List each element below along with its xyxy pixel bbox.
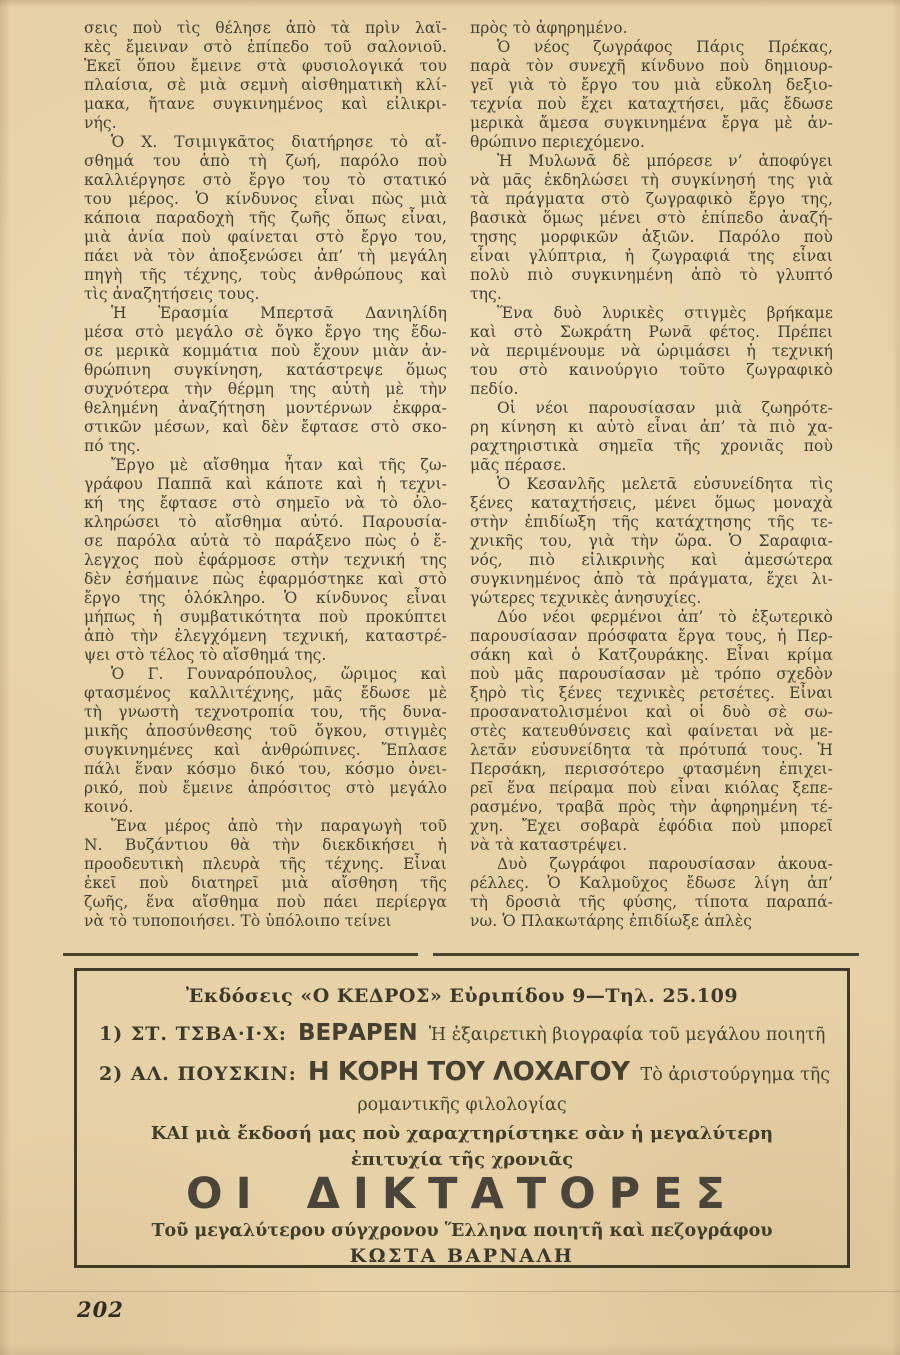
- text-line: ἐκεῖ ποὺ διατηρεῖ μιὰ αἴσθηση τῆς: [84, 874, 447, 892]
- text-line: τεχνία ποὺ ἔχει καταχτήσει, μᾶς ἔδωσε: [470, 95, 833, 113]
- advertisement-box: [74, 968, 850, 1268]
- paragraph: [470, 38, 833, 152]
- paragraph: [84, 665, 447, 817]
- featured-book-subtitle: Τοῦ μεγαλύτερου σύγχρονου Ἕλληνα ποιητῆ καὶ πεζογράφου: [151, 1221, 773, 1241]
- book-description-2: Τὸ ἀριστούργημα τῆς: [640, 1065, 831, 1085]
- text-line: συγκινημένος ἀπὸ τὰ πράγματα, ἔχει λι-: [470, 570, 833, 588]
- text-line: Ὁ Γ. Γουναρόπουλος, ὥριμος καὶ: [111, 665, 447, 683]
- column-rule-left: [63, 953, 418, 956]
- text-line: γεῖ γιὰ τὸ ἔργο του μιὰ εὔκολη δεξιο-: [470, 76, 833, 94]
- text-line: Δύο νέοι φερμένοι ἀπ’ τὸ ἐξωτερικὸ: [497, 608, 833, 626]
- text-line: χνη. Ἔχει σοβαρὰ ἐφόδια ποὺ μπορεῖ: [470, 817, 833, 835]
- book-author-1: 1) ΣΤ. ΤΣΒΑ·Ι·Χ:: [99, 1023, 287, 1045]
- text-line: ρεῖ ἕνα πείραμα ποὺ εἶναι κιόλας ξεπε-: [470, 779, 833, 797]
- text-line: σε μερικὰ κομμάτια ποὺ ἔχουν μιὰν ἀν-: [84, 342, 447, 360]
- text-line: δὲν ἐσήμαινε πὼς ἐφαρμόστηκε καὶ στὸ: [84, 570, 447, 588]
- text-line: σθημά του ἀπὸ τὴ ζωή, παρόλο ποὺ: [84, 152, 447, 170]
- text-line: σάκη καὶ ὁ Κατζουράκης. Εἶναι κρίμα: [470, 646, 833, 664]
- ad-tagline-line1: ΚΑΙ μιὰ ἔκδοσή μας ποὺ χαραχτηρίστηκε σὰν ἡ μεγαλύτερη: [150, 1123, 774, 1144]
- book-author-2: 2) ΑΛ. ΠΟΥΣΚΙΝ:: [99, 1063, 297, 1085]
- text-line: της.: [470, 285, 502, 303]
- paragraph: [470, 855, 833, 931]
- text-line: Ὁ Κεσανλῆς μελετᾶ εὐσυνείδητα τὶς: [497, 475, 833, 493]
- text-line: Περσάκη, περισσότερο φτασμένη ἐπιχει-: [470, 760, 833, 778]
- book-description-1: Ἡ ἐξαιρετικὴ βιογραφία τοῦ μεγάλου ποιητῆ: [428, 1025, 826, 1045]
- text-line: λεγχος ποὺ ἐφάρμοσε στὴν τεχνική της: [84, 551, 447, 569]
- text-line: στικῶν μέσων, καὶ δὲν ἔφτασε στὸ σκο-: [84, 418, 447, 436]
- book-title-2: Η ΚΟΡΗ ΤΟΥ ΛΟΧΑΓΟΥ: [307, 1057, 630, 1087]
- text-line: σεις ποὺ τὶς θέλησε ἀπὸ τὰ πρὶν λαϊ-: [84, 19, 447, 37]
- page-number: 202: [77, 1297, 124, 1322]
- paragraph: [470, 399, 833, 475]
- text-line: ραχτηριστικὰ σημεῖα τῆς χρονιᾶς ποὺ: [470, 437, 833, 455]
- text-line: μικῆς ἀποσύνθεσης τοῦ ὄγκου, στιγμὲς: [84, 722, 447, 740]
- text-line: Ἡ Ἐρασμία Μπερτσᾶ Δανιηλίδη: [111, 304, 447, 322]
- paragraph: [470, 304, 833, 399]
- text-line: καὶ στὸ Σωκράτη Ρωνᾶ φέτος. Πρέπει: [470, 323, 833, 341]
- text-line: του στὸ καινούργιο τοῦτο ζωγραφικὸ: [470, 361, 833, 379]
- featured-book-author: ΚΩΣΤΑ ΒΑΡΝΑΛΗ: [349, 1245, 575, 1267]
- text-line: νὰ μᾶς ἐκδηλώσει τὴ συγκίνησή της γιὰ: [470, 171, 833, 189]
- text-line: ξηρὸ τὶς ξένες τεχνικὲς ρετσέτες. Εἶναι: [470, 684, 833, 702]
- article-column-right: [470, 19, 833, 931]
- text-line: θρώπινο περιεχόμενο.: [470, 133, 645, 151]
- paragraph: [470, 608, 833, 855]
- text-line: φτασμένος καλλιτέχνης, μᾶς ἔδωσε μὲ: [84, 684, 447, 702]
- text-line: πλαίσια, σὲ μιὰ σεμνὴ αἰσθηματικὴ κλί-: [84, 76, 447, 94]
- text-line: μήπως ἡ συμβατικότητα ποὺ προκύπτει: [84, 608, 447, 626]
- text-line: ρικό, ποὺ ἔμεινε ἀπρόσιτος στὸ μεγάλο: [84, 779, 447, 797]
- text-line: εἶναι γλύπτρια, ἡ ζωγραφιά της εἶναι: [470, 247, 833, 265]
- article-column-left: [84, 19, 447, 931]
- text-line: κοινό.: [84, 798, 134, 816]
- text-line: τὴ γνωστὴ τεχνοτροπία του, τῆς δυνα-: [84, 703, 447, 721]
- text-line: Ὁ νέος ζωγράφος Πάρις Πρέκας,: [497, 38, 833, 56]
- featured-book-title: ΟΙ ΔΙΚΤΑΤΟΡΕΣ: [186, 1169, 738, 1219]
- text-line: μακα, ἤτανε συγκινημένος καὶ εἰλικρι-: [84, 95, 447, 113]
- paragraph: [470, 19, 833, 38]
- text-line: παρουσίασαν πρόσφατα ἔργα τους, ἡ Περ-: [470, 627, 833, 645]
- text-line: νὰ τὸ τυποποιήσει. Τὸ ὑπόλοιπο τείνει: [84, 912, 392, 930]
- text-line: πάλι ἕναν κόσμο δικό του, κόσμο ὀνει-: [84, 760, 447, 778]
- text-line: Ἡ Μυλωνᾶ δὲ μπόρεσε ν’ ἀποφύγει: [497, 152, 833, 170]
- text-line: νός, πιὸ εἰλικρινὴς καὶ ἀμεσώτερα: [470, 551, 833, 569]
- text-line: ἀπὸ τὴν ἐλεγχόμενη τεχνική, καταστρέ-: [84, 627, 447, 645]
- text-line: νω. Ὁ Πλακωτάρης ἐπιδίωξε ἁπλὲς: [470, 912, 753, 930]
- text-line: κὲς ἔμειναν στὸ ἐπίπεδο τοῦ σαλονιοῦ.: [84, 38, 447, 56]
- paragraph: [84, 19, 447, 133]
- text-line: κληρώσει τὸ αἴσθημα αὐτό. Παρουσία-: [84, 513, 447, 531]
- paragraph: [84, 304, 447, 456]
- text-line: βασικὰ ὅμως μένει στὸ ἐπίπεδο ἀναζή-: [470, 209, 833, 227]
- text-line: του μέρος. Ὁ κίνδυνος εἶναι πὼς μιὰ: [84, 190, 447, 208]
- text-line: πάει νὰ τὸν ἀποξενώσει ἀπ’ τὴ μεγάλη: [84, 247, 447, 265]
- text-line: πεδίο.: [470, 380, 519, 398]
- text-line: ζωῆς, ἕνα αἴσθημα ποὺ πάει περίεργα: [84, 893, 447, 911]
- text-line: καλλιέργησε στὸ ἔργο του τὸ στατικό: [84, 171, 447, 189]
- text-line: Ἔργο μὲ αἴσθημα ἦταν καὶ τῆς ζω-: [111, 456, 447, 474]
- text-line: γράφου Παππᾶ καὶ κάποτε καὶ ἡ τεχνι-: [84, 475, 447, 493]
- text-line: τὴ δροσιὰ τῆς φύσης, τίποτα παραπά-: [470, 893, 833, 911]
- text-line: ρασμένο, τραβᾶ πρὸς τὴν ἀφηρημένη τέ-: [470, 798, 833, 816]
- text-line: πηγὴ τῆς τέχνης, τοὺς ἀνθρώπους καὶ: [84, 266, 447, 284]
- text-line: παρὰ τὸν συνεχῆ κίνδυνο ποὺ δημιουρ-: [470, 57, 833, 75]
- text-line: συχνότερα τὴν θέρμη της αὐτὴ μὲ τὴν: [84, 380, 447, 398]
- paragraph: [84, 817, 447, 931]
- paragraph: [470, 152, 833, 304]
- ad-tagline-line2: ἐπιτυχία τῆς χρονιᾶς: [350, 1149, 574, 1170]
- text-line: νὰ τὰ καταστρέψει.: [470, 836, 628, 854]
- text-line: θρώπινη συγκίνηση, κατάστρεψε ὅμως: [84, 361, 447, 379]
- book-listing-1: [77, 1020, 847, 1046]
- text-line: λετᾶν εὐσυνείδητα τὰ πρότυπά τους. Ἡ: [470, 741, 833, 759]
- paragraph: [470, 475, 833, 608]
- text-line: τησης μορφικῶν ἀξιῶν. Παρόλο ποὺ: [470, 228, 833, 246]
- text-line: ρέλλες. Ὁ Καλμοῦχος ἔδωσε λίγη ἀπ’: [470, 874, 833, 892]
- text-line: ρη κίνηση κι αὐτὸ εἶναι ἀπ’ τὰ πιὸ χα-: [470, 418, 833, 436]
- text-line: συγκινημένες καὶ ἀνθρώπινες. Ἔπλασε: [84, 741, 447, 759]
- text-line: μερικὰ ἄμεσα συγκινημένα ἔργα μὲ ἀν-: [470, 114, 833, 132]
- text-line: νής.: [84, 114, 117, 132]
- text-line: πολὺ πιὸ συγκινημένη ἀπὸ τὸ γλυπτό: [470, 266, 833, 284]
- text-line: Δυὸ ζωγράφοι παρουσίασαν ἀκουα-: [497, 855, 833, 873]
- text-line: Ὁ Χ. Τσιμιγκᾶτος διατήρησε τὸ αἴ-: [111, 133, 447, 151]
- text-line: κάποια παραδοχὴ τῆς ζωῆς ὅπως εἶναι,: [84, 209, 447, 227]
- text-line: μᾶς πέρασε.: [470, 456, 567, 474]
- text-line: Ἐκεῖ ὅπου ἔμεινε στὰ φυσιολογικά του: [84, 57, 447, 75]
- text-line: προσανατολισμένοι καὶ οἱ δυὸ σὲ σω-: [470, 703, 833, 721]
- text-line: πό της.: [84, 437, 141, 455]
- text-line: νὰ περιμένουμε νὰ ὡριμάσει ἡ τεχνική: [470, 342, 833, 360]
- book-title-1: ΒΕΡΑΡΕΝ: [297, 1020, 418, 1046]
- text-line: χνικῆς του, γιὰ τὴν ὥρα. Ὁ Σαραφια-: [470, 532, 833, 550]
- text-line: στὴν ἐπιδίωξη τῆς κατάχτησης τῆς τε-: [470, 513, 833, 531]
- paragraph: [84, 456, 447, 665]
- book-description-2-continued: ρομαντικῆς φιλολογίας: [357, 1095, 567, 1115]
- text-line: γώτερες τεχνικὲς ἀνησυχίες.: [470, 589, 702, 607]
- paragraph: [84, 133, 447, 304]
- text-line: στὲς κατευθύνσεις καὶ φαίνεται νὰ με-: [470, 722, 833, 740]
- text-line: ποὺ μᾶς παρουσίασαν μὲ τρόπο σχεδὸν: [470, 665, 833, 683]
- text-line: προοδευτικὴ πλευρὰ τῆς τέχνης. Εἶναι: [84, 855, 447, 873]
- text-line: ἔργο της ὁλόκληρο. Ὁ κίνδυνος εἶναι: [84, 589, 447, 607]
- text-line: ξένες καταχτήσεις, μένει ὅμως μοναχὰ: [470, 494, 833, 512]
- text-line: μιὰ ἀνία ποὺ φαίνεται στὸ ἔργο του,: [84, 228, 447, 246]
- text-line: τὶς ἀναζητήσεις τους.: [84, 285, 260, 303]
- text-line: Ἕνα δυὸ λυρικὲς στιγμὲς βρήκαμε: [497, 304, 833, 322]
- publisher-header: Ἐκδόσεις «Ο ΚΕΔΡΟΣ» Εὐριπίδου 9—Τηλ. 25.109: [185, 985, 739, 1007]
- column-rule-right: [433, 953, 859, 956]
- text-line: σε παρόλα αὐτὰ τὸ παράξενο πὼς ὁ ἔ-: [84, 532, 447, 550]
- text-line: μέσα στὸ μεγάλο σὲ ὄγκο ἔργο της ἔδω-: [84, 323, 447, 341]
- text-line: θελημένη ἀναζήτηση μοντέρνων ἐκφρα-: [84, 399, 447, 417]
- text-line: ψει στὸ τέλος τὸ αἴσθημά της.: [84, 646, 327, 664]
- book-listing-2: [77, 1057, 847, 1087]
- text-line: κή της ἔφτασε στὸ σημεῖο νὰ τὸ ὁλο-: [84, 494, 447, 512]
- text-line: Οἱ νέοι παρουσίασαν μιὰ ζωηρότε-: [497, 399, 833, 417]
- text-line: Ἕνα μέρος ἀπὸ τὴν παραγωγὴ τοῦ: [111, 817, 447, 835]
- text-line: τὰ πράγματα στὸ ζωγραφικὸ ἔργο της,: [470, 190, 833, 208]
- text-line: πρὸς τὸ ἀφηρημένο.: [470, 19, 628, 37]
- text-line: Ν. Βυζάντιου θὰ τὴν διεκδικήσει ἡ: [84, 836, 447, 854]
- scan-crease-line: [0, 1291, 900, 1292]
